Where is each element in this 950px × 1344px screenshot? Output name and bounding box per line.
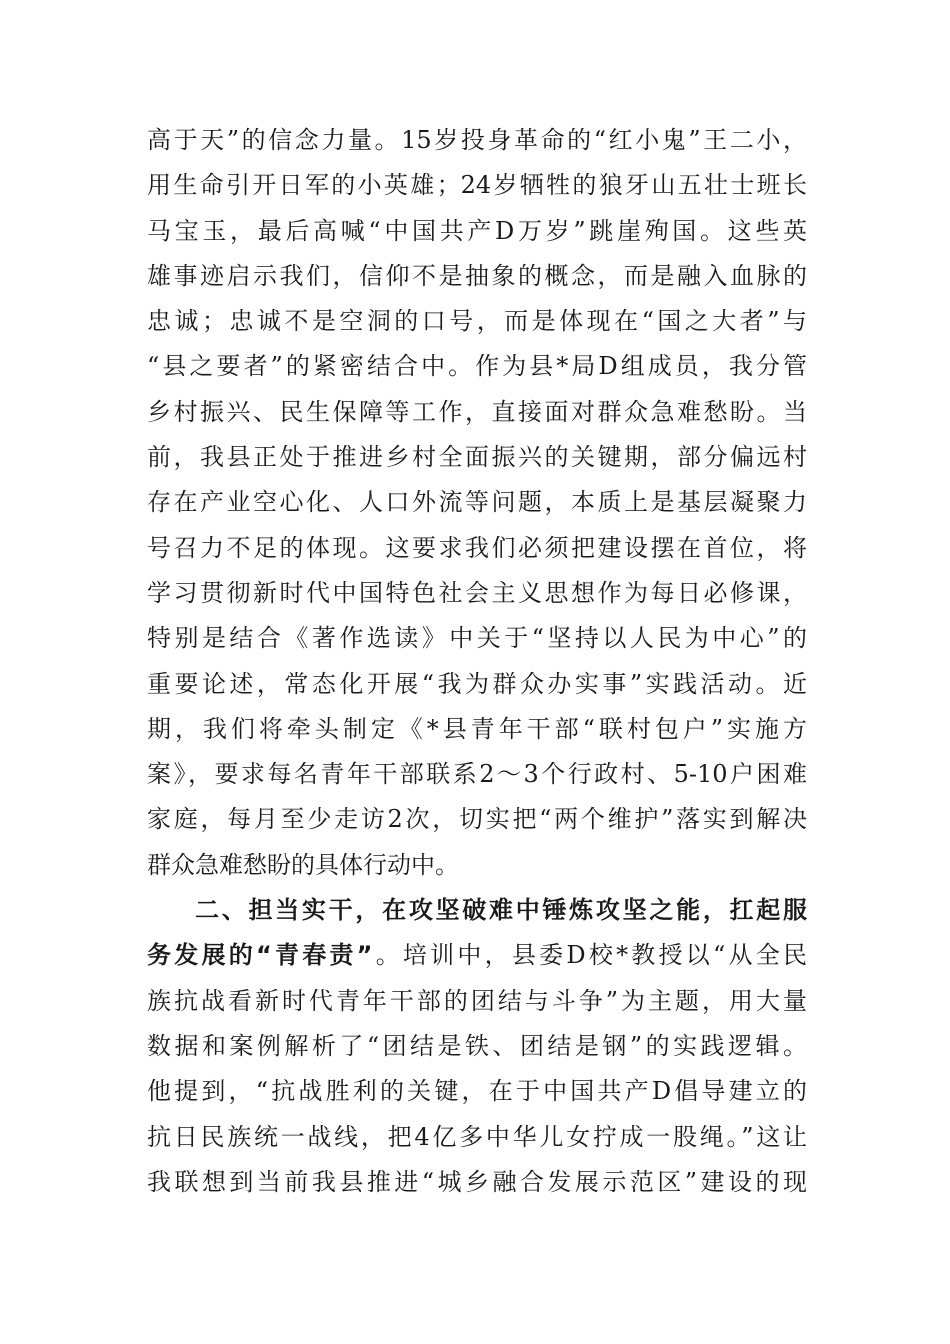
text-line: 特别是结合《著作选读》中关于“坚持以人民为中心”的 [147,624,807,653]
text-line: 雄事迹启示我们，信仰不是抽象的概念，而是融入血脉的 [147,261,807,290]
text-line: 抗日民族统一战线，把4亿多中华儿女拧成一股绳。”这让 [147,1122,807,1151]
text-line: 忠诚；忠诚不是空洞的口号，而是体现在“国之大者”与 [147,307,807,336]
text-line: 学习贯彻新时代中国特色社会主义思想作为每日必修课， [147,578,807,607]
text-line: 存在产业空心化、人口外流等问题，本质上是基层凝聚力 [147,488,807,517]
text-line: 我联想到当前我县推进“城乡融合发展示范区”建设的现 [147,1167,807,1196]
section-heading-line: 二、担当实干，在攻坚破难中锤炼攻坚之能，扛起服 [195,896,807,925]
text-line: 号召力不足的体现。这要求我们必须把建设摆在首位，将 [147,533,807,562]
text-line [147,933,807,978]
text-line: 重要论述，常态化开展“我为群众办实事”实践活动。近 [147,669,807,698]
text-line: 高于天”的信念力量。15岁投身革命的“红小鬼”王二小， [147,126,807,154]
text-line: 案》，要求每名青年干部联系2～3个行政村、5-10户困难 [147,760,807,789]
text-line: 家庭，每月至少走访2次，切实把“两个维护”落实到解决 [147,805,807,834]
text-line: 乡村振兴、民生保障等工作，直接面对群众急难愁盼。当 [147,397,807,426]
body-text [147,118,807,1205]
text-line: 期，我们将牵头制定《*县青年干部“联村包户”实施方 [147,714,807,743]
section-heading-tail: 务发展的“青春责” [147,941,373,970]
text-line: 用生命引开日军的小英雄；24岁牺牲的狼牙山五壮士班长 [147,171,807,200]
text-line: 马宝玉，最后高喊“中国共产D万岁”跳崖殉国。这些英 [147,216,807,245]
text-line: 群众急难愁盼的具体行动中。 [147,850,459,879]
text-line: “县之要者”的紧密结合中。作为县*局D组成员，我分管 [147,352,807,381]
paragraph [147,888,807,1205]
text-run: 。培训中，县委D校*教授以“从全民 [372,941,807,970]
text-line: 族抗战看新时代青年干部的团结与斗争”为主题，用大量 [147,986,807,1015]
text-line: 他提到，“抗战胜利的关键，在于中国共产D倡导建立的 [147,1077,807,1106]
text-line: 数据和案例解析了“团结是铁、团结是钢”的实践逻辑。 [147,1031,807,1060]
paragraph [147,118,807,888]
text-line: 前，我县正处于推进乡村全面振兴的关键期，部分偏远村 [147,443,807,472]
